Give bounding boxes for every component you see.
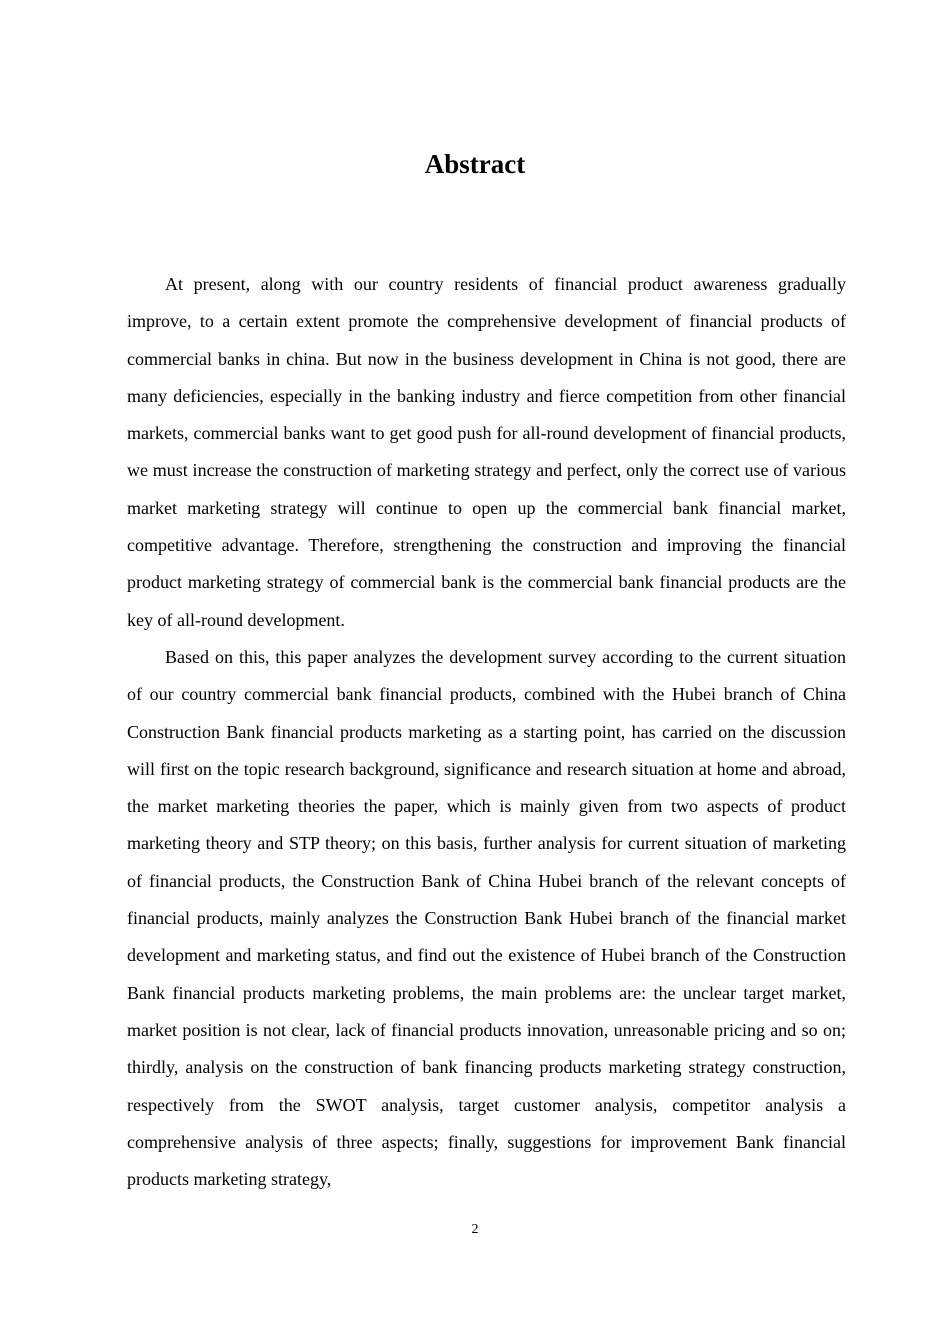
abstract-body [127, 266, 846, 1198]
page-title: Abstract [424, 149, 526, 179]
abstract-paragraph-2: Based on this, this paper analyzes the development survey according to the current situation of our country commercial bank financial products, combined with the Hubei branch of China Construction Bank financial products marketing as a starting point, has carried on the discussion will first on the topic research background, significance and research situation at home and abroad, the market marketing theories the paper, which is mainly given from two aspects of product marketing theory and STP theory; on this basis, further analysis for current situation of marketing of financial products, the Construction Bank of China Hubei branch of the relevant concepts of financial products, mainly analyzes the Construction Bank Hubei branch of the financial market development and marketing status, and find out the existence of Hubei branch of the Construction Bank financial products marketing problems, the main problems are: the unclear target market, market position is not clear, lack of financial products innovation, unreasonable pricing and so on; thirdly, analysis on the construction of bank financing products marketing strategy construction, respectively from the SWOT analysis, target customer analysis, competitor analysis a comprehensive analysis of three aspects; finally, suggestions for improvement Bank financial products marketing strategy, [127, 646, 846, 1190]
page-number: 2 [471, 1222, 479, 1237]
abstract-paragraph-1: At present, along with our country residents of financial product awareness gradually improve, to a certain extent promote the comprehensive development of financial products of commercial banks in china. But now in the business development in China is not good, there are many deficiencies, especially in the banking industry and fierce competition from other financial markets, commercial banks want to get good push for all-round development of financial products, we must increase the construction of marketing strategy and perfect, only the correct use of various market marketing strategy will continue to open up the commercial bank financial market, competitive advantage. Therefore, strengthening the construction and improving the financial product marketing strategy of commercial bank is the commercial bank financial products are the key of all-round development. [127, 274, 846, 630]
